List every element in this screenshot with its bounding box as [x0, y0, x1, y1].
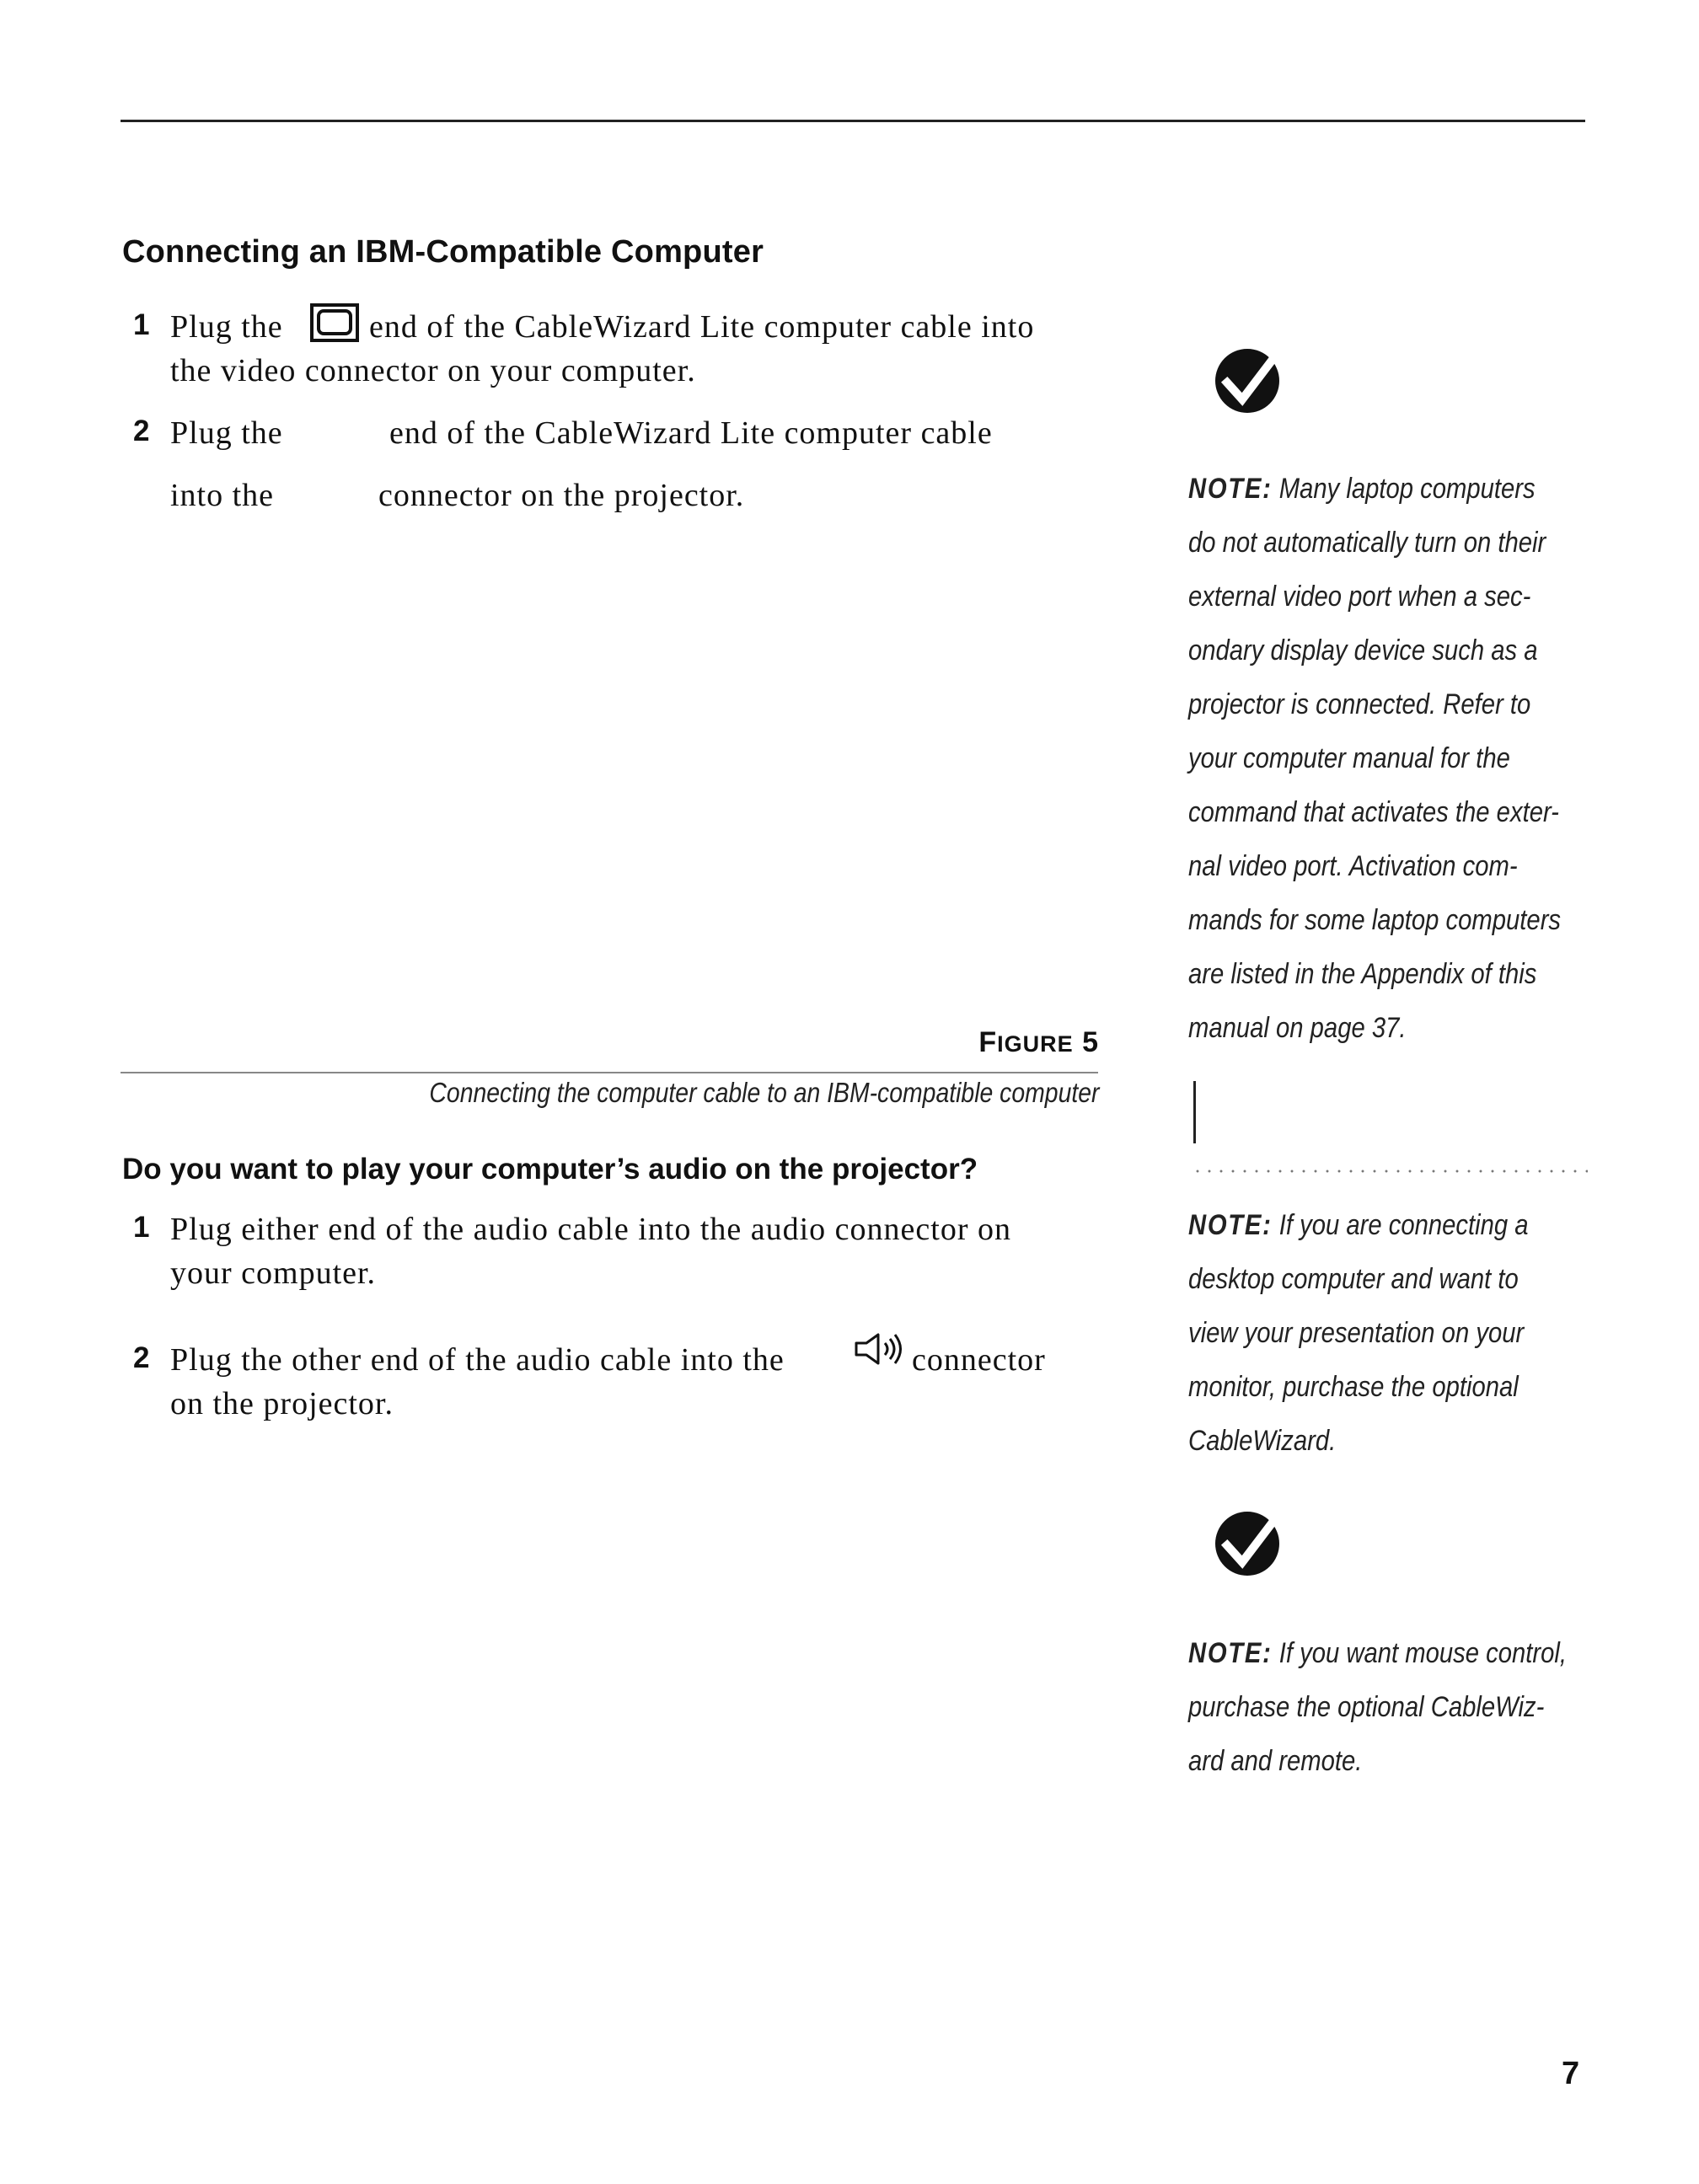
note-2-label: NOTE:: [1188, 1209, 1273, 1241]
note-2-line-1: If you are connecting a: [1278, 1209, 1529, 1241]
note-1-line-11: manual on page 37.: [1188, 1012, 1407, 1044]
note-3: [1188, 1626, 1568, 1788]
note-1-line-9: mands for some laptop computers: [1188, 904, 1562, 936]
figure-label-initial: F: [978, 1026, 998, 1058]
step-2-text-line2-b: connector on the projector.: [378, 478, 745, 513]
figure-rule: [121, 1072, 1098, 1073]
speaker-icon: [853, 1331, 905, 1368]
note-2-line-3: view your presentation on your: [1188, 1317, 1525, 1349]
section-title: Connecting an IBM-Compatible Computer: [122, 234, 764, 270]
note-2-line-4: monitor, purchase the optional: [1188, 1371, 1519, 1403]
note-1-line-7: command that activates the exter-: [1188, 796, 1559, 828]
sidebar-marker-bar: [1193, 1081, 1196, 1143]
note-1-line-3: external video port when a sec-: [1188, 581, 1531, 613]
note-1: [1188, 462, 1565, 1055]
top-rule: [121, 120, 1585, 122]
step-2-text-line2-a: into the: [170, 478, 275, 513]
audio-step-1-line2: your computer.: [170, 1255, 377, 1291]
step-1-text-b: end of the CableWizard Lite computer cable into: [369, 309, 1035, 345]
step-1-text-line2: the video connector on your computer.: [170, 353, 696, 388]
note-1-line-4: ondary display device such as a: [1188, 634, 1538, 666]
figure-label-rest: IGURE: [997, 1031, 1074, 1057]
figure-label-number: 5: [1082, 1026, 1099, 1058]
note-3-line-3: ard and remote.: [1188, 1745, 1363, 1777]
audio-step-2-line2: on the projector.: [170, 1386, 394, 1421]
check-icon: [1214, 345, 1284, 416]
note-3-line-2: purchase the optional CableWiz-: [1188, 1691, 1545, 1723]
monitor-icon: [310, 303, 359, 342]
audio-step-2-number: 2: [133, 1341, 150, 1374]
note-3-label: NOTE:: [1188, 1637, 1273, 1669]
step-1-number: 1: [133, 308, 150, 341]
figure-label: [978, 1026, 1099, 1059]
note-1-line-1: Many laptop computers: [1278, 473, 1536, 505]
note-1-label: NOTE:: [1188, 473, 1273, 505]
audio-section-title: Do you want to play your computer’s audio on the projector?: [122, 1153, 978, 1186]
note-1-line-6: your computer manual for the: [1188, 742, 1510, 774]
step-2-text-b: end of the CableWizard Lite computer cable: [389, 415, 993, 451]
step-1-text-a: Plug the: [170, 309, 283, 345]
figure-caption: Connecting the computer cable to an IBM-compatible computer: [428, 1077, 1099, 1108]
audio-step-1-number: 1: [133, 1211, 150, 1244]
note-1-line-2: do not automatically turn on their: [1188, 527, 1546, 559]
page-number: 7: [1562, 2056, 1580, 2091]
note-1-line-5: projector is connected. Refer to: [1188, 688, 1531, 720]
note-2-line-2: desktop computer and want to: [1188, 1263, 1519, 1295]
note-3-line-1: If you want mouse control,: [1278, 1637, 1568, 1669]
note-1-line-8: nal video port. Activation com-: [1188, 850, 1518, 882]
audio-step-1-line1: Plug either end of the audio cable into the audio connector on: [170, 1212, 1011, 1247]
audio-step-2-line1-b: connector: [912, 1342, 1046, 1378]
note-2-line-5: CableWizard.: [1188, 1425, 1337, 1457]
step-2-text-a: Plug the: [170, 415, 283, 451]
step-2-number: 2: [133, 415, 150, 447]
note-2: [1188, 1198, 1565, 1468]
audio-step-2-line1-a: Plug the other end of the audio cable into the: [170, 1342, 785, 1378]
check-icon: [1214, 1508, 1284, 1579]
note-1-line-10: are listed in the Appendix of this: [1188, 958, 1537, 990]
dotted-separator: [1192, 1170, 1588, 1173]
